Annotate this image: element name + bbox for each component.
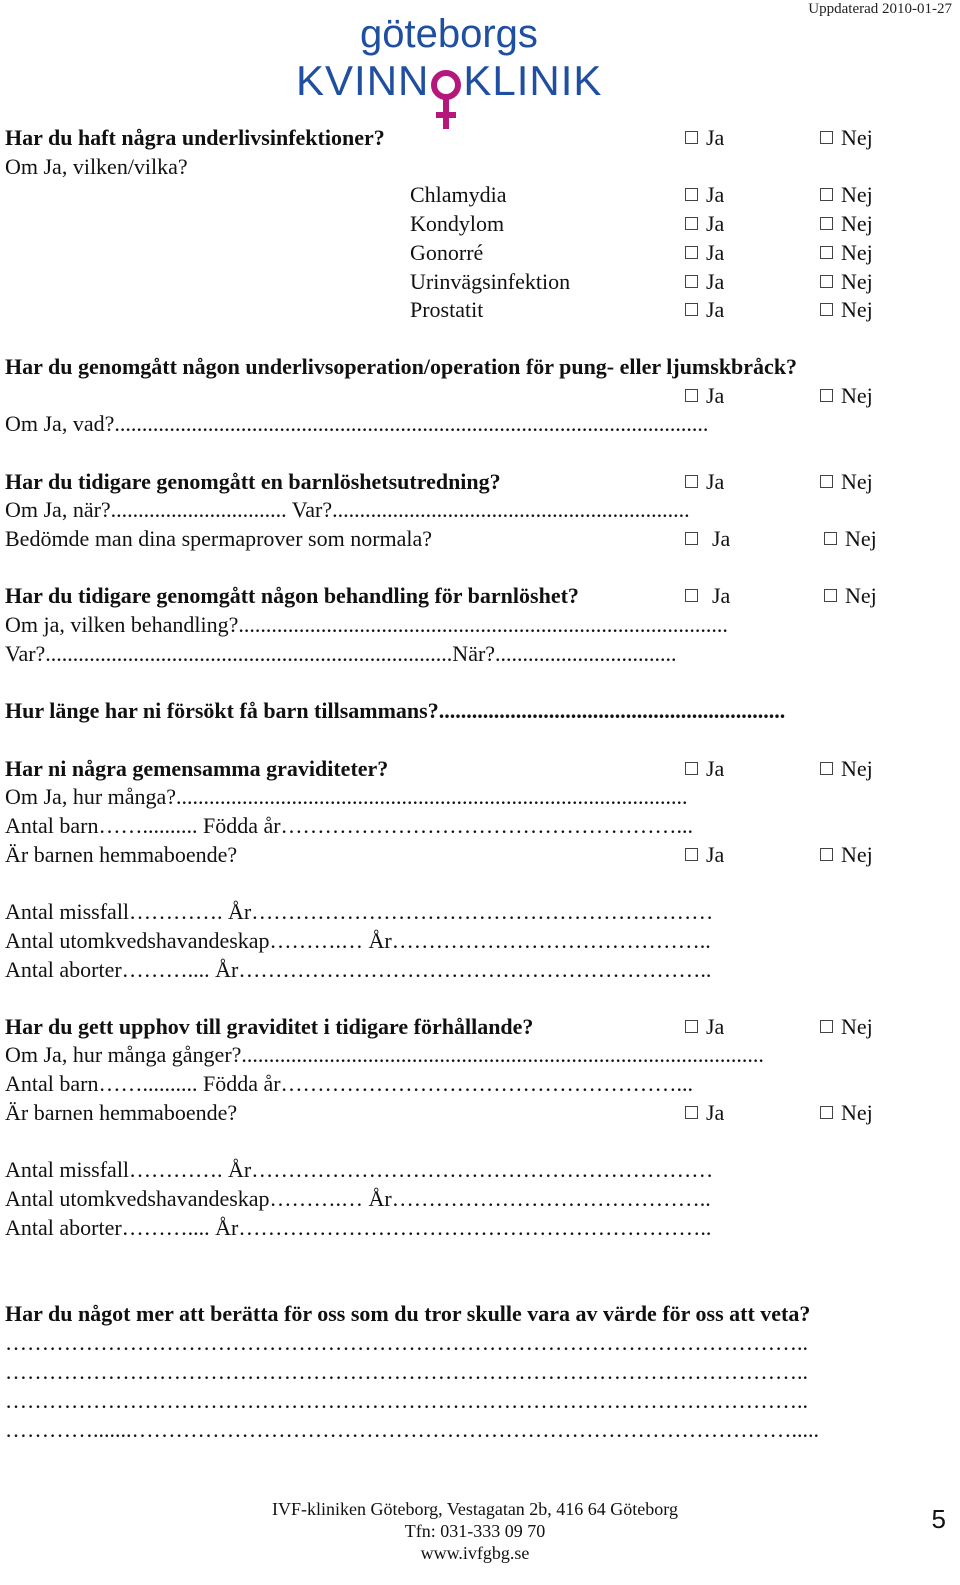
checkbox-investigation-nej[interactable] [820, 475, 833, 488]
question-children-live-home: Är barnen hemmaboende? [5, 842, 238, 867]
checkbox-prostatit-ja[interactable] [685, 303, 698, 316]
question-children-live-home: Är barnen hemmaboende? [5, 1100, 238, 1125]
followup-when-where[interactable]: Om Ja, när?................................ Var?................................................................. [5, 497, 690, 522]
checkbox-sperm-ja[interactable] [685, 532, 698, 545]
option-ja-label: Ja [706, 842, 725, 867]
infection-label: Gonorré [410, 240, 484, 265]
followup-which-treatment[interactable]: Om ja, vilken behandling?......................................................................................... [5, 612, 728, 637]
option-ja-label: Ja [712, 583, 731, 608]
field-abortions[interactable]: Antal aborter……….... År……………………………………………………….. [5, 1215, 712, 1240]
question-common-pregnancies: Har ni några gemensamma graviditeter? [5, 756, 389, 781]
checkbox-home2-ja[interactable] [685, 1106, 698, 1119]
option-nej-label: Nej [841, 842, 873, 867]
checkbox-operation-ja[interactable] [685, 389, 698, 402]
footer-phone: Tfn: 031-333 09 70 [404, 1521, 546, 1541]
option-ja-label: Ja [706, 182, 725, 207]
option-ja-label: Ja [706, 297, 725, 322]
footer-web[interactable]: www.ivfgbg.se [420, 1543, 530, 1563]
answer-line[interactable]: ………….......………………………………………………………………………………..... [5, 1417, 819, 1442]
checkbox-operation-nej[interactable] [820, 389, 833, 402]
option-nej-label: Nej [841, 240, 873, 265]
checkbox-chlamydia-nej[interactable] [820, 188, 833, 201]
followup-what-operation[interactable]: Om Ja, vad?............................................................................................................ [5, 411, 709, 436]
option-nej-label: Nej [841, 125, 873, 150]
venus-symbol-icon [429, 67, 463, 97]
checkbox-treatment-nej[interactable] [824, 589, 837, 602]
option-nej-label: Nej [841, 211, 873, 236]
logo-text-bottom [296, 58, 602, 104]
answer-line[interactable]: ……………………………………………………………………………………………….. [5, 1359, 808, 1384]
question-how-long-trying[interactable]: Hur länge har ni försökt få barn tillsammans?............................................................... [5, 698, 786, 723]
checkbox-sperm-nej[interactable] [824, 532, 837, 545]
checkbox-gonorre-ja[interactable] [685, 246, 698, 259]
option-ja-label: Ja [706, 383, 725, 408]
checkbox-previous-ja[interactable] [685, 1020, 698, 1033]
option-ja-label: Ja [706, 1014, 725, 1039]
logo-text-b: KLINIK [463, 57, 603, 104]
field-miscarriages[interactable]: Antal missfall…………. År……………………………………………………… [5, 899, 714, 924]
checkbox-home-nej[interactable] [820, 848, 833, 861]
followup-treatment-where-when[interactable]: Var?..........................................................................När?................................. [5, 641, 677, 666]
checkbox-uvi-ja[interactable] [685, 275, 698, 288]
option-nej-label: Nej [845, 526, 877, 551]
checkbox-kondylom-ja[interactable] [685, 217, 698, 230]
checkbox-common-pregnancies-nej[interactable] [820, 762, 833, 775]
field-children-birth-years[interactable]: Antal barn…….......... Födda år………………………………………………... [5, 1071, 694, 1096]
footer-address: IVF-kliniken Göteborg, Vestagatan 2b, 416 64 Göteborg [272, 1499, 678, 1519]
option-nej-label: Nej [841, 1100, 873, 1125]
logo-text-top: göteborgs [360, 12, 538, 56]
question-anything-else: Har du något mer att berätta för oss som du tror skulle vara av värde för oss att veta? [5, 1301, 811, 1326]
infection-label: Kondylom [410, 211, 505, 236]
checkbox-gonorre-nej[interactable] [820, 246, 833, 259]
option-ja-label: Ja [706, 269, 725, 294]
infection-label: Urinvägsinfektion [410, 269, 571, 294]
infection-label: Prostatit [410, 297, 484, 322]
option-ja-label: Ja [706, 756, 725, 781]
question-operation: Har du genomgått någon underlivsoperation/operation för pung- eller ljumskbråck? [5, 354, 798, 379]
option-nej-label: Nej [841, 297, 873, 322]
followup-how-many-times[interactable]: Om Ja, hur många gånger?............................................................................................... [5, 1042, 764, 1067]
field-miscarriages[interactable]: Antal missfall…………. År……………………………………………………… [5, 1157, 714, 1182]
field-ectopic[interactable]: Antal utomkvedshavandeskap……….… År…………………………………….. [5, 928, 711, 953]
logo-text-a: KVINN [296, 57, 430, 104]
checkbox-infections-nej[interactable] [820, 131, 833, 144]
field-abortions[interactable]: Antal aborter……….... År……………………………………………………….. [5, 957, 712, 982]
followup-how-many[interactable]: Om Ja, hur många?............................................................................................. [5, 784, 688, 809]
checkbox-home2-nej[interactable] [820, 1106, 833, 1119]
checkbox-previous-nej[interactable] [820, 1020, 833, 1033]
checkbox-home-ja[interactable] [685, 848, 698, 861]
option-nej-label: Nej [845, 583, 877, 608]
checkbox-infections-ja[interactable] [685, 131, 698, 144]
question-infections: Har du haft några underlivsinfektioner? [5, 125, 385, 150]
checkbox-treatment-ja[interactable] [685, 589, 698, 602]
field-ectopic[interactable]: Antal utomkvedshavandeskap……….… År…………………………………….. [5, 1186, 711, 1211]
option-nej-label: Nej [841, 1014, 873, 1039]
answer-line[interactable]: ……………………………………………………………………………………………….. [5, 1388, 808, 1413]
option-nej-label: Nej [841, 269, 873, 294]
option-ja-label: Ja [712, 526, 731, 551]
page-number: 5 [931, 1504, 946, 1534]
infection-label: Chlamydia [410, 182, 507, 207]
option-ja-label: Ja [706, 1100, 725, 1125]
followup-which-infections: Om Ja, vilken/vilka? [5, 154, 188, 179]
question-sperm-normal: Bedömde man dina spermaprover som normala? [5, 526, 433, 551]
question-infertility-investigation: Har du tidigare genomgått en barnlöshetsutredning? [5, 469, 501, 494]
checkbox-chlamydia-ja[interactable] [685, 188, 698, 201]
option-nej-label: Nej [841, 469, 873, 494]
checkbox-prostatit-nej[interactable] [820, 303, 833, 316]
checkbox-uvi-nej[interactable] [820, 275, 833, 288]
option-nej-label: Nej [841, 182, 873, 207]
question-previous-relationship: Har du gett upphov till graviditet i tidigare förhållande? [5, 1014, 534, 1039]
option-ja-label: Ja [706, 125, 725, 150]
question-infertility-treatment: Har du tidigare genomgått någon behandling för barnlöshet? [5, 583, 579, 608]
option-ja-label: Ja [706, 240, 725, 265]
option-ja-label: Ja [706, 211, 725, 236]
field-children-birth-years[interactable]: Antal barn…….......... Födda år………………………………………………... [5, 813, 694, 838]
checkbox-kondylom-nej[interactable] [820, 217, 833, 230]
footer [0, 1498, 950, 1564]
option-nej-label: Nej [841, 383, 873, 408]
checkbox-investigation-ja[interactable] [685, 475, 698, 488]
checkbox-common-pregnancies-ja[interactable] [685, 762, 698, 775]
option-nej-label: Nej [841, 756, 873, 781]
option-ja-label: Ja [706, 469, 725, 494]
updated-date: Uppdaterad 2010-01-27 [808, 1, 952, 17]
answer-line[interactable]: ……………………………………………………………………………………………….. [5, 1330, 808, 1355]
